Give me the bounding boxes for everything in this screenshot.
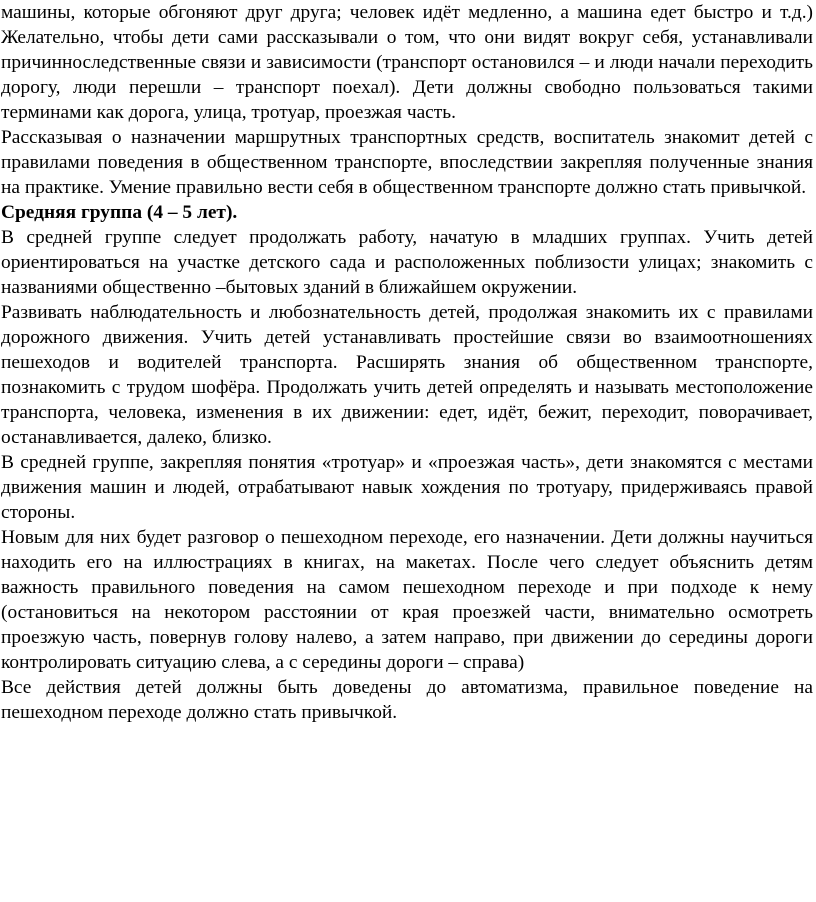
paragraph-intro-continued: машины, которые обгоняют друг друга; человек идёт медленно, а машина едет быстро и т.д.) Желательно, чтобы дети сами рассказывали о том, что они видят вокруг себя, устанавливали причинноследственные связи и зависимости (транспорт остановился – и люди начали переходить дорогу, люди перешли – транспорт поехал). Дети должны свободно пользоваться такими терминами как дорога, улица, тротуар, проезжая часть. bbox=[1, 2, 813, 123]
paragraph-observation-skills: Развивать наблюдательность и любознательность детей, продолжая знакомить их с правилами дорожного движения. Учить детей устанавливать простейшие связи во взаимоотношениях пешеходов и водителей транспорта. Расширять знания об общественном транспорте, познакомить с трудом шофёра. Продолжать учить детей определять и называть местоположение транспорта, человека, изменения в их движении: едет, идёт, бежит, переходит, поворачивает, останавливается, далеко, близко. bbox=[1, 302, 813, 448]
paragraph-middle-group-orientation: В средней группе следует продолжать работу, начатую в младших группах. Учить детей ориентироваться на участке детского сада и расположенных поблизости улицах; знакомить с названиями общественно –бытовых зданий в ближайшем окружении. bbox=[1, 227, 813, 298]
paragraph-public-transport: Рассказывая о назначении маршрутных транспортных средств, воспитатель знакомит детей с правилами поведения в общественном транспорте, впоследствии закрепляя полученные знания на практике. Умение правильно вести себя в общественном транспорте должно стать привычкой. bbox=[1, 127, 813, 198]
paragraph-pedestrian-crossing: Новым для них будет разговор о пешеходном переходе, его назначении. Дети должны научиться находить его на иллюстрациях в книгах, на макетах. После чего следует объяснить детям важность правильного поведения на самом пешеходном переходе и при подходе к нему (остановиться на некотором расстоянии от края проезжей части, внимательно осмотреть проезжую часть, повернув голову налево, а затем направо, при движении до середины дороги контролировать ситуацию слева, а с середины дороги – справа) bbox=[1, 527, 813, 673]
section-heading: Средняя группа (4 – 5 лет). bbox=[1, 202, 238, 223]
paragraph-sidewalk-roadway: В средней группе, закрепляя понятия «тротуар» и «проезжая часть», дети знакомятся с местами движения машин и людей, отрабатывают навык хождения по тротуару, придерживаясь правой стороны. bbox=[1, 452, 813, 523]
paragraph-automatism: Все действия детей должны быть доведены до автоматизма, правильное поведение на пешеходном переходе должно стать привычкой. bbox=[1, 677, 813, 723]
